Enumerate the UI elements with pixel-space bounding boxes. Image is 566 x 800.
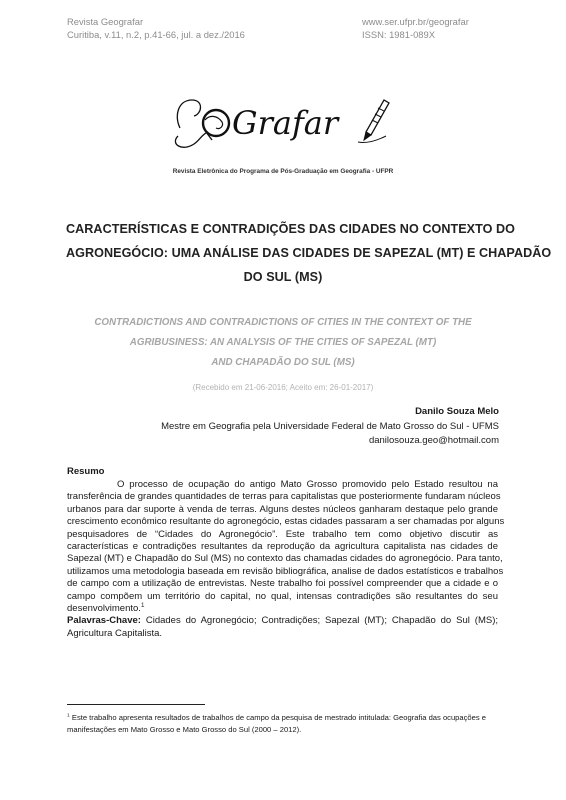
received-dates: (Recebido em 21-06-2016; Aceito em: 26-01-2017) bbox=[192, 383, 374, 392]
abstract-last-line bbox=[67, 603, 498, 615]
footnote-text-continued: manifestações em Mato Grosso e Mato Grosso do Sul (2000 – 2012). bbox=[67, 725, 302, 734]
journal-url[interactable]: www.ser.ufpr.br/geografar bbox=[362, 16, 469, 27]
footnote-marker: 1 bbox=[67, 713, 70, 719]
english-title-line: AGRIBUSINESS: AN ANALYSIS OF THE CITIES OF SAPEZAL (MT) bbox=[129, 337, 437, 348]
abstract-line: crescimento econômico resultante do agronegócio, estas cidades passaram a ser chamadas por alguns bbox=[67, 516, 505, 528]
footnote-ref[interactable]: 1 bbox=[140, 601, 145, 609]
english-title-line: AND CHAPADÃO DO SUL (MS) bbox=[211, 357, 355, 368]
abstract-line: urbanos para dar suporte à venda de terras. Alguns destes núcleos ganharam destaque pelo grande bbox=[67, 503, 498, 515]
abstract-line: O processo de ocupação do antigo Mato Grosso promovido pelo Estado resultou na bbox=[117, 479, 498, 490]
abstract-line: campo compõem um território do capital, no qual, intensas contradições são resultantes do seu bbox=[67, 590, 498, 602]
title-line: DO SUL (MS) bbox=[243, 270, 323, 284]
abstract-body bbox=[67, 479, 505, 640]
abstract-line: transferência de grandes quantidades de terras para capitalistas que posteriormente fundaram núcleos bbox=[67, 491, 501, 503]
title-line: CARACTERÍSTICAS E CONTRADIÇÕES DAS CIDADES NO CONTEXTO DO bbox=[66, 222, 516, 236]
author-email[interactable]: danilosouza.geo@hotmail.com bbox=[368, 435, 499, 446]
abstract-line: de campo com a utilização de entrevistas. Neste trabalho foi possível compreender que a cidade e o bbox=[67, 578, 498, 590]
footnote bbox=[67, 712, 500, 736]
abstract-line: pesquisadores de “Cidades do Agronegócio”. Este trabalho tem como objetivo discutir as bbox=[67, 528, 498, 540]
author-affiliation: Mestre em Geografia pela Universidade Federal de Mato Grosso do Sul - UFMS bbox=[161, 420, 499, 432]
author-block bbox=[161, 405, 499, 449]
logo-wordmark: Grafar bbox=[232, 104, 339, 142]
english-title-line: CONTRADICTIONS AND CONTRADICTIONS OF CITIES IN THE CONTEXT OF THE bbox=[94, 317, 472, 328]
abstract-line: Sapezal (MT) e Chapadão do Sul (MS) no contexto das chamadas cidades do agronegócio. Para tanto, bbox=[67, 553, 503, 565]
footnote-divider bbox=[67, 704, 205, 705]
logo-swirl bbox=[175, 132, 208, 147]
abstract-line: desenvolvimento. bbox=[67, 603, 141, 615]
logo-underline bbox=[358, 136, 386, 143]
pen-icon bbox=[366, 100, 389, 135]
pen-nib bbox=[364, 132, 371, 140]
journal-issn: ISSN: 1981-089X bbox=[362, 28, 435, 40]
running-header-right bbox=[362, 16, 469, 41]
abstract-line: utilizamos uma metodologia baseada em revisão bibliográfica, analise de dados estatísticos e trabalhos bbox=[67, 565, 504, 577]
footnote-line bbox=[67, 712, 500, 724]
abstract-heading: Resumo bbox=[67, 466, 105, 477]
abstract-line: características e contradições resultantes da reprodução da agricultura capitalista nas cidades de bbox=[67, 541, 498, 553]
keywords-text: Cidades do Agronegócio; Contradições; Sapezal (MT); Chapadão do Sul (MS); bbox=[145, 615, 498, 627]
geografar-logo bbox=[172, 92, 394, 154]
running-header-left bbox=[67, 16, 245, 41]
logo-subtitle: Revista Eletrônica do Programa de Pós-Graduação em Geografia - UFPR bbox=[172, 168, 394, 175]
keywords-text-continued: Agricultura Capitalista. bbox=[67, 627, 163, 639]
keywords-label: Palavras-Chave: bbox=[67, 615, 141, 627]
journal-name: Revista Geografar bbox=[67, 16, 144, 27]
keywords-line bbox=[67, 615, 498, 627]
logo-swirl bbox=[177, 100, 200, 128]
article-title bbox=[66, 217, 552, 289]
english-title bbox=[66, 313, 500, 373]
author-name: Danilo Souza Melo bbox=[415, 406, 499, 417]
title-line: AGRONEGÓCIO: UMA ANÁLISE DAS CIDADES DE SAPEZAL (MT) E CHAPADÃO bbox=[66, 246, 552, 260]
globe-icon-continent bbox=[205, 116, 223, 128]
journal-citation: Curitiba, v.11, n.2, p.41-66, jul. a dez./2016 bbox=[67, 28, 245, 40]
footnote-text: Este trabalho apresenta resultados de trabalhos de campo da pesquisa de mestrado intitulada: Geografia das ocupações e bbox=[71, 713, 487, 722]
